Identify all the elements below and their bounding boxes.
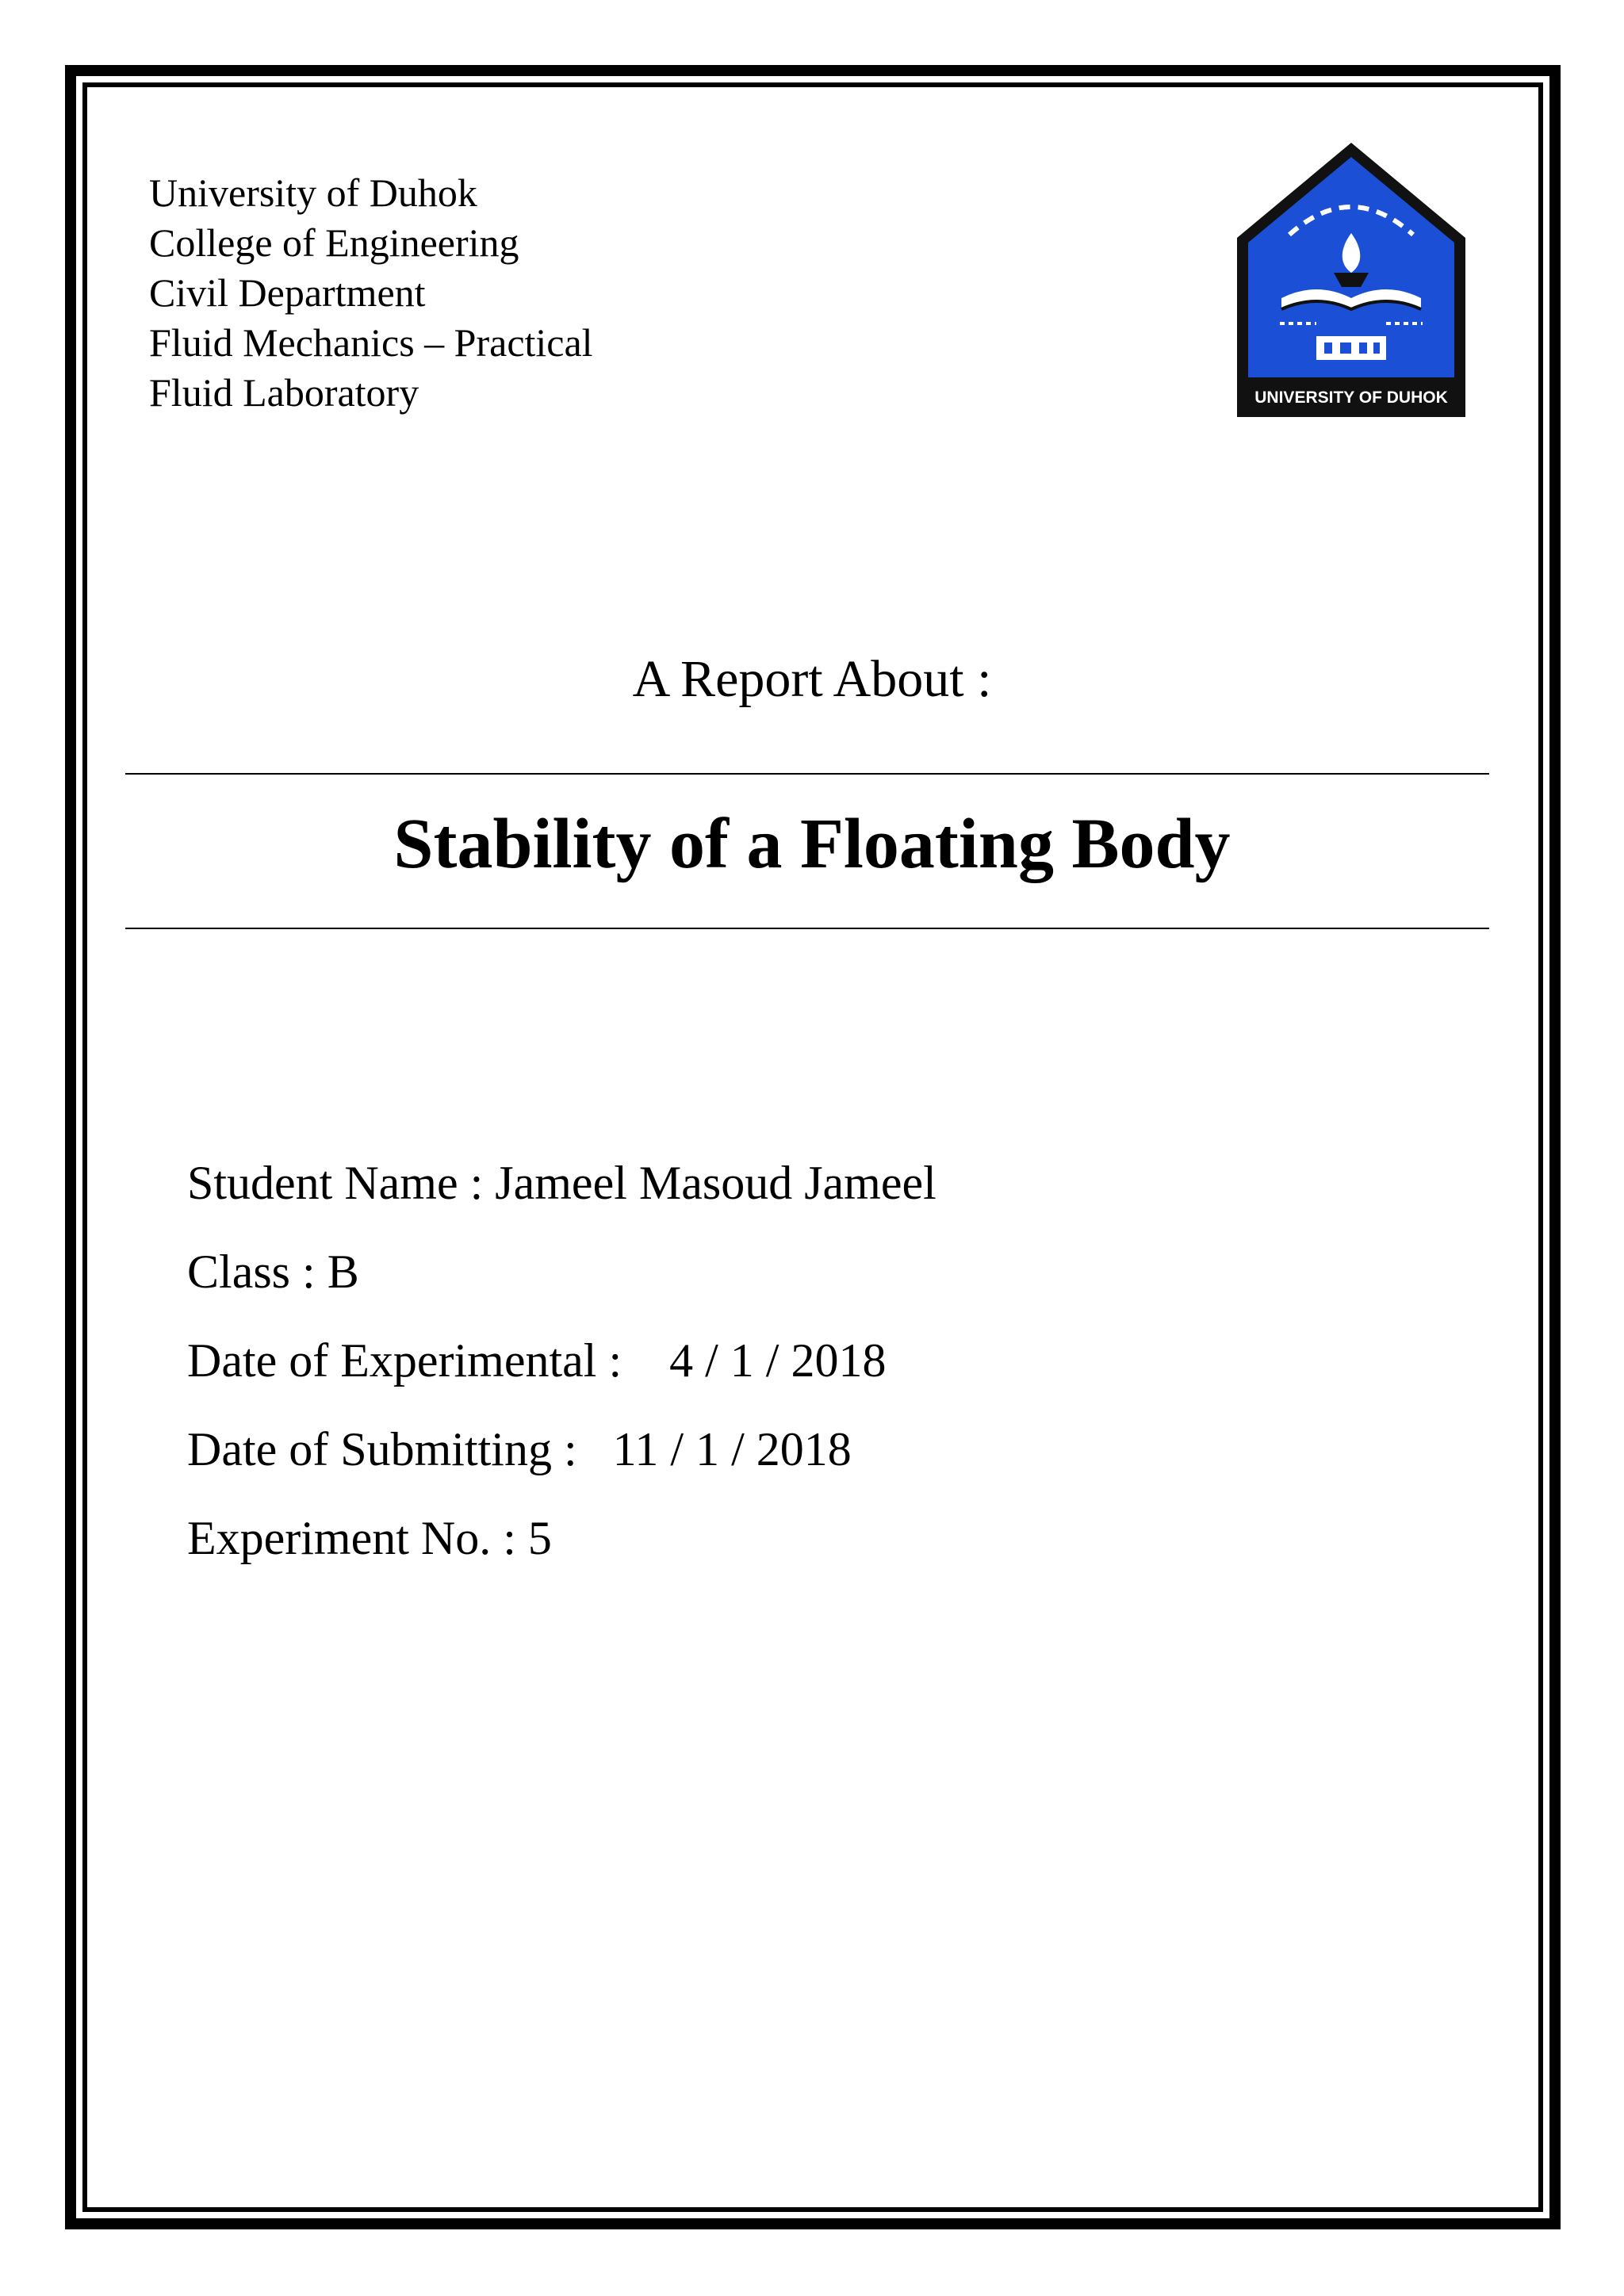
- submission-date-label: Date of Submitting :: [187, 1423, 613, 1475]
- class-value: B: [327, 1246, 359, 1298]
- title-rule-bottom: [125, 928, 1489, 929]
- department-name: Civil Department: [149, 270, 426, 315]
- report-intro: A Report About :: [632, 650, 992, 708]
- report-title: Stability of a Floating Body: [393, 805, 1231, 883]
- student-name-row: [187, 1138, 936, 1227]
- student-name-label: Student Name :: [187, 1157, 496, 1209]
- institution-header: [149, 168, 593, 418]
- experiment-date-row: [187, 1316, 936, 1405]
- logo-caption: UNIVERSITY OF DUHOK: [1254, 388, 1448, 407]
- university-name: University of Duhok: [149, 170, 477, 215]
- college-name: College of Engineering: [149, 220, 519, 265]
- university-logo: [1234, 140, 1469, 422]
- submission-date-row: [187, 1405, 936, 1494]
- class-row: [187, 1227, 936, 1316]
- lab-name: Fluid Laboratory: [149, 370, 419, 415]
- course-name: Fluid Mechanics – Practical: [149, 320, 593, 365]
- experiment-date-value: 4 / 1 / 2018: [669, 1334, 887, 1387]
- experiment-number-row: [187, 1494, 936, 1582]
- student-details: [187, 1138, 936, 1582]
- experiment-date-label: Date of Experimental :: [187, 1334, 670, 1387]
- student-name-value: Jameel Masoud Jameel: [495, 1157, 936, 1209]
- experiment-number-label: Experiment No. :: [187, 1512, 528, 1564]
- class-label: Class :: [187, 1246, 327, 1298]
- experiment-number-value: 5: [527, 1512, 552, 1564]
- title-rule-top: [125, 773, 1489, 775]
- submission-date-value: 11 / 1 / 2018: [612, 1423, 852, 1475]
